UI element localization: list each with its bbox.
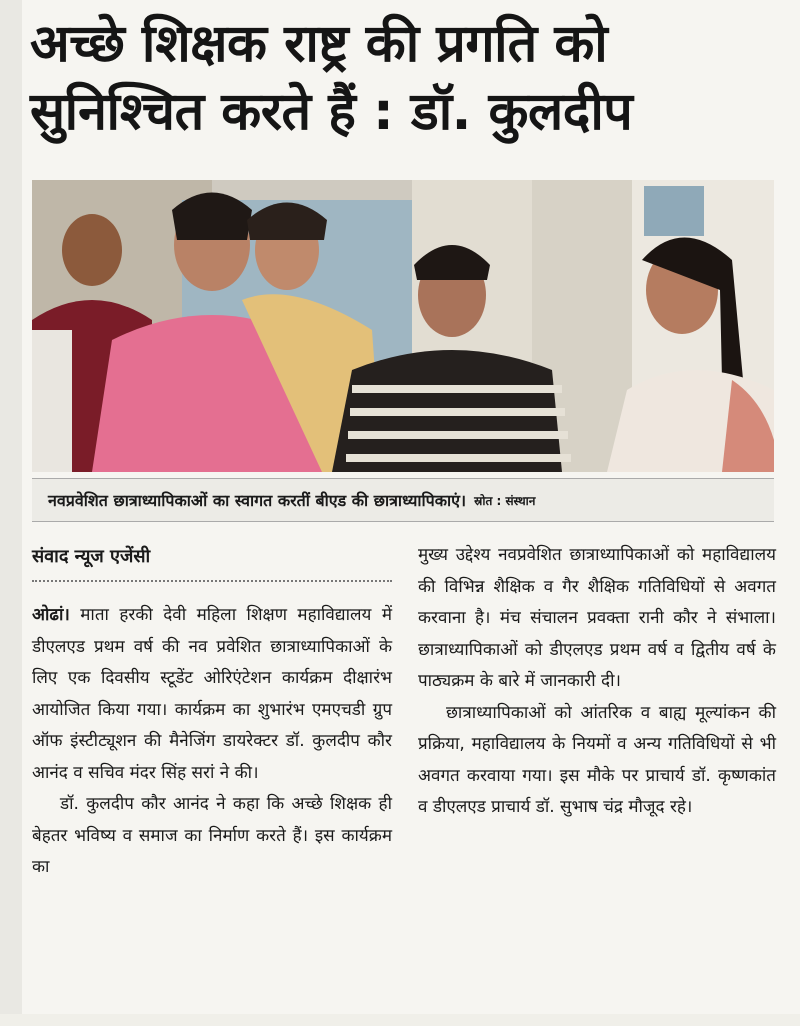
paragraph-1-text: माता हरकी देवी महिला शिक्षण महाविद्यालय में डीएलएड प्रथम वर्ष की नव प्रवेशित छात्राध्यापिकाओं के लिए एक दिवसीय स्टूडेंट ओरिएंटेशन कार्यक्रम दीक्षारंभ आयोजित किया गया। कार्यक्रम का शुभारंभ एमएचडी ग्रुप ऑफ इंस्टीट्यूशन की मैनेजिंग डायरेक्टर डॉ. कुलदीप कौर आनंद व सचिव मंदर सिंह सरां ने की। xyxy=(32,605,392,783)
article-paragraph-4: छात्राध्यापिकाओं को आंतरिक व बाह्य मूल्यांकन की प्रक्रिया, महाविद्यालय के नियमों व अन्य गतिविधियों से भी अवगत करवाया गया। इस मौके पर प्राचार्य डॉ. कृष्णकांत व डीएलएड प्राचार्य डॉ. सुभाष चंद्र मौजूद रहे। xyxy=(418,702,776,817)
photo-caption xyxy=(32,478,774,522)
byline: संवाद न्यूज एजेंसी xyxy=(32,546,151,567)
dateline: ओढां। xyxy=(32,605,70,625)
page-bottom-edge xyxy=(0,1014,800,1026)
article-column-right xyxy=(418,540,776,824)
headline xyxy=(30,10,790,146)
article-paragraph-1 xyxy=(32,600,392,789)
news-photo xyxy=(32,180,774,472)
caption-text: नवप्रवेशित छात्राध्यापिकाओं का स्वागत करतीं बीएड की छात्राध्यापिकाएं। xyxy=(48,491,467,510)
byline-divider xyxy=(32,580,392,582)
page-margin xyxy=(0,0,22,1026)
article-paragraph-2: डॉ. कुलदीप कौर आनंद ने कहा कि अच्छे शिक्षक ही बेहतर भविष्य व समाज का निर्माण करते हैं। इस कार्यक्रम का xyxy=(32,794,392,877)
photo-illustration xyxy=(32,180,774,472)
headline-line-1: अच्छे शिक्षक राष्ट्र की प्रगति को xyxy=(30,14,608,74)
caption-source: स्रोत : संस्थान xyxy=(474,493,536,508)
headline-line-2: सुनिश्चित करते हैं : डॉ. कुलदीप xyxy=(30,82,633,142)
article-column-left xyxy=(32,540,392,884)
article-paragraph-3: मुख्य उद्देश्य नवप्रवेशित छात्राध्यापिकाओं को महाविद्यालय की विभिन्न शैक्षिक व गैर शैक्षिक गतिविधियों से अवगत करवाना है। मंच संचालन प्रवक्ता रानी कौर ने संभाला। छात्राध्यापिकाओं को डीएलएड प्रथम वर्ष व द्वितीय वर्ष के पाठ्यक्रम के बारे में जानकारी दी। xyxy=(418,545,776,691)
